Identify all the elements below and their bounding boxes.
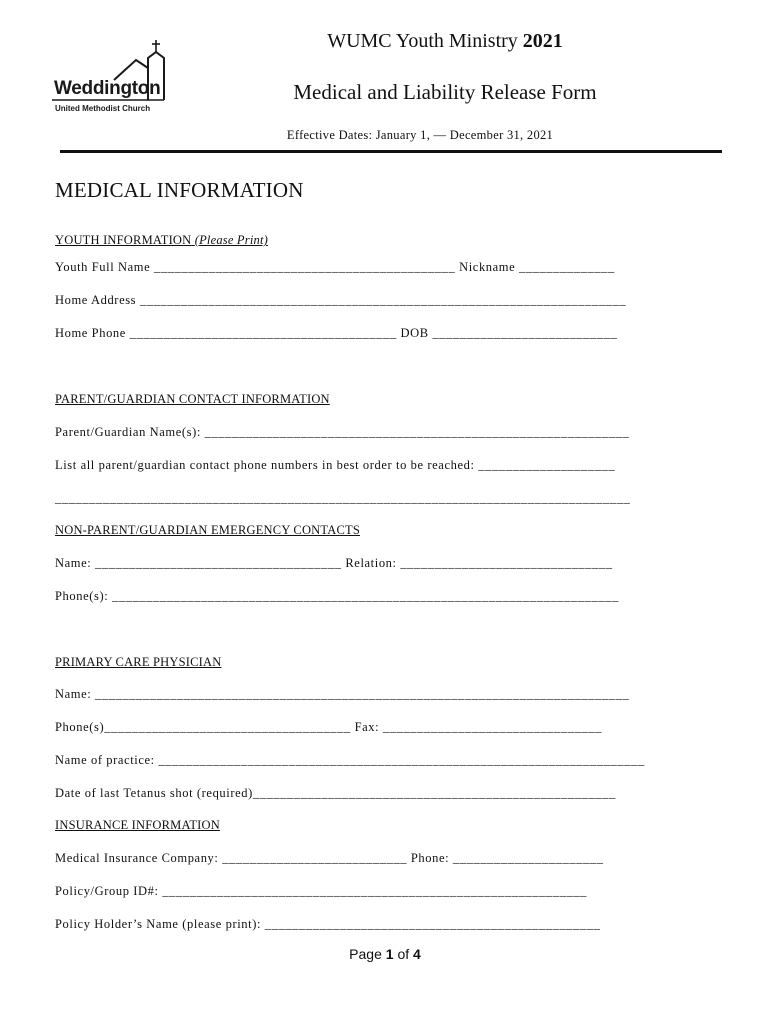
ministry-title-year: 2021 — [522, 30, 563, 52]
practice-name-field[interactable]: Name of practice: _______________________________________________________________________ — [55, 753, 645, 767]
logo-name: Weddington — [54, 78, 161, 99]
emergency-phone-field[interactable]: Phone(s): __________________________________________________________________________ — [55, 589, 619, 603]
youth-full-name-field[interactable]: Youth Full Name ____________________________________________ Nickname ______________ — [55, 260, 615, 274]
church-logo — [52, 38, 172, 118]
emergency-contacts-heading: NON-PARENT/GUARDIAN EMERGENCY CONTACTS — [55, 523, 360, 537]
page-label: Page — [349, 946, 382, 962]
parent-phones-extra-field[interactable]: ____________________________________________________________________________________ — [55, 491, 631, 505]
insurance-company-field[interactable]: Medical Insurance Company: ___________________________ Phone: ______________________ — [55, 851, 604, 865]
policy-holder-field[interactable]: Policy Holder’s Name (please print): _________________________________________________ — [55, 917, 601, 931]
youth-info-heading — [55, 233, 268, 248]
youth-info-heading-note: (Please Print) — [194, 233, 268, 247]
header-divider — [60, 150, 722, 153]
ministry-title-text: WUMC Youth Ministry — [327, 30, 518, 52]
tetanus-date-field[interactable]: Date of last Tetanus shot (required)_____________________________________________________ — [55, 786, 616, 800]
policy-id-field[interactable]: Policy/Group ID#: ______________________________________________________________ — [55, 884, 588, 898]
emergency-name-relation-field[interactable]: Name: ____________________________________ Relation: _______________________________ — [55, 556, 613, 570]
home-address-field[interactable]: Home Address _______________________________________________________________________ — [55, 293, 627, 307]
physician-phone-fax-field[interactable]: Phone(s)____________________________________ Fax: ________________________________ — [55, 720, 603, 734]
of-label: of — [397, 946, 410, 962]
insurance-heading: INSURANCE INFORMATION — [55, 818, 220, 832]
effective-dates: Effective Dates: January 1, — December 31, 2021 — [286, 128, 554, 142]
parent-phones-field[interactable]: List all parent/guardian contact phone numbers in best order to be reached: ____________________ — [55, 458, 616, 472]
home-phone-dob-field[interactable]: Home Phone _______________________________________ DOB ___________________________ — [55, 326, 618, 340]
ministry-title — [300, 30, 590, 53]
physician-heading: PRIMARY CARE PHYSICIAN — [55, 655, 222, 669]
form-title: Medical and Liability Release Form — [293, 80, 597, 104]
youth-info-heading-text: YOUTH INFORMATION — [55, 233, 192, 247]
current-page: 1 — [385, 946, 394, 962]
total-pages: 4 — [413, 946, 421, 962]
parent-info-heading: PARENT/GUARDIAN CONTACT INFORMATION — [55, 392, 330, 406]
logo-subtitle: United Methodist Church — [55, 104, 151, 113]
parent-names-field[interactable]: Parent/Guardian Name(s): ______________________________________________________________ — [55, 425, 630, 439]
physician-name-field[interactable]: Name: ______________________________________________________________________________ — [55, 687, 630, 701]
page-number — [0, 946, 770, 962]
section-title: MEDICAL INFORMATION — [55, 178, 304, 202]
